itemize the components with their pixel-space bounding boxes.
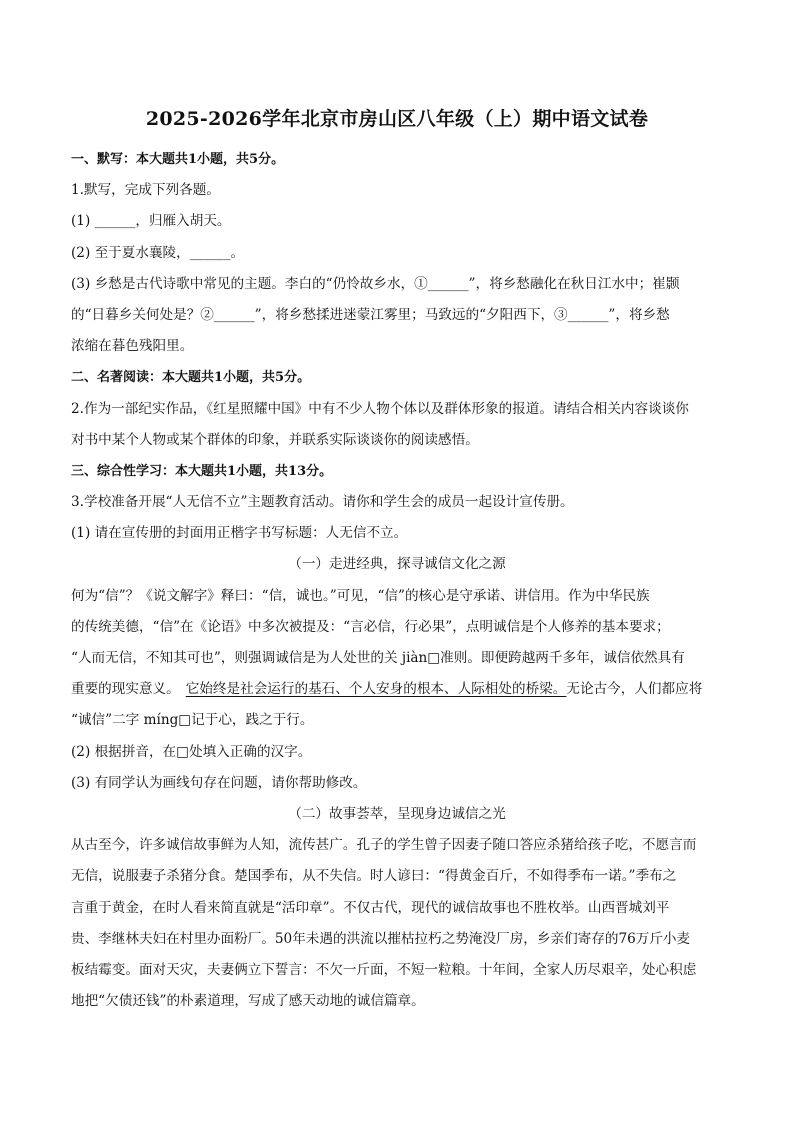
question-3-part-3: (3) 有同学认为画线句存在问题，请你帮助修改。 xyxy=(71,774,367,791)
question-1: 1.默写，完成下列各题。 xyxy=(71,182,220,199)
subsection-1-heading: （一）走进经典，探寻诚信文化之源 xyxy=(288,556,506,573)
passage-1-line-4 xyxy=(71,674,723,705)
section-2-heading: 二、名著阅读：本大题共1小题，共5分。 xyxy=(71,370,311,386)
passage-2-line-1: 从古至今，许多诚信故事鲜为人知，流传甚广。孔子的学生曾子因妻子随口答应杀猪给孩子吃，不愿言而 xyxy=(71,837,697,854)
section-3-heading: 三、综合性学习：本大题共1小题，共13分。 xyxy=(71,463,333,479)
exam-title: 2025-2026学年北京市房山区八年级（上）期中语文试卷 xyxy=(145,108,649,130)
question-3: 3.学校准备开展“人无信不立”主题教育活动。请你和学生会的成员一起设计宣传册。 xyxy=(71,494,574,511)
passage-1-line-3: “人而无信，不知其可也”，则强调诚信是为人处世的关 jiàn□准则。即便跨越两千多年，诚信依然具有 xyxy=(71,650,685,666)
question-1-part-2: (2) 至于夏水襄陵，______。 xyxy=(71,244,245,261)
passage-2-line-3: 言重于黄金，在时人看来简直就是“活印章”。不仅古代，现代的诚信故事也不胜枚举。山西晋城刘平 xyxy=(71,899,670,916)
passage-2-line-4: 贵、李继林夫妇在村里办面粉厂。50年未遇的洪流以摧枯拉朽之势淹没厂房，乡亲们寄存的76万斤小麦 xyxy=(71,930,691,947)
passage-1-line-5: “诚信”二字 míng□记于心，践之于行。 xyxy=(71,712,314,729)
underlined-sentence: 它始终是社会运行的基石、个人安身的根本、人际相处的桥梁。 xyxy=(185,681,567,698)
passage-1-line-4-end: 无论古今，人们都应将 xyxy=(566,681,703,698)
passage-1-line-4-start: 重要的现实意义。 xyxy=(71,681,180,698)
section-1-heading: 一、默写：本大题共1小题，共5分。 xyxy=(71,152,285,167)
question-1-part-3-line-2: 的“日暮乡关何处是？②______”，将乡愁揉进迷蒙江雾里；马致远的“夕阳西下，③______”，将乡愁 xyxy=(71,306,670,323)
passage-2-line-2: 无信，说服妻子杀猪分食。楚国季布，从不失信。时人谚曰：“得黄金百斤，不如得季布一诺。”季布之 xyxy=(71,868,677,885)
subsection-2-heading: （二）故事荟萃，呈现身边诚信之光 xyxy=(288,805,506,822)
question-2-line-2: 对书中某个人物或某个群体的印象，并联系实际谈谈你的阅读感悟。 xyxy=(71,431,479,448)
question-1-part-1: (1) ______，归雁入胡天。 xyxy=(71,213,231,230)
question-2-line-1: 2.作为一部纪实作品，《红星照耀中国》中有不少人物个体以及群体形象的报道。请结合相关内容谈谈你 xyxy=(71,400,689,417)
passage-2-line-5: 板结霉变。面对天灾，夫妻俩立下誓言：不欠一斤面，不短一粒粮。十年间，全家人历尽艰辛，处心积虑 xyxy=(71,961,697,978)
passage-1-line-2: 的传统美德，“信”在《论语》中多次被提及：“言必信，行必果”，点明诚信是个人修养的基本要求； xyxy=(71,618,670,635)
passage-2-line-6: 地把“欠债还钱”的朴素道理，写成了感天动地的诚信篇章。 xyxy=(71,993,425,1010)
question-1-part-3-line-3: 浓缩在暮色残阳里。 xyxy=(71,338,194,355)
question-1-part-3-line-1: (3) 乡愁是古代诗歌中常见的主题。李白的“仍怜故乡水，①______”，将乡愁融化在秋日江水中；崔颢 xyxy=(71,275,680,292)
question-3-part-2: (2) 根据拼音，在□处填入正确的汉字。 xyxy=(71,743,312,760)
exam-content xyxy=(71,144,723,1017)
passage-1-line-1: 何为“信”？《说文解字》释曰：“信，诚也。”可见，“信”的核心是守承诺、讲信用。作为中华民族 xyxy=(71,587,650,604)
question-3-part-1: (1) 请在宣传册的封面用正楷字书写标题：人无信不立。 xyxy=(71,525,408,542)
